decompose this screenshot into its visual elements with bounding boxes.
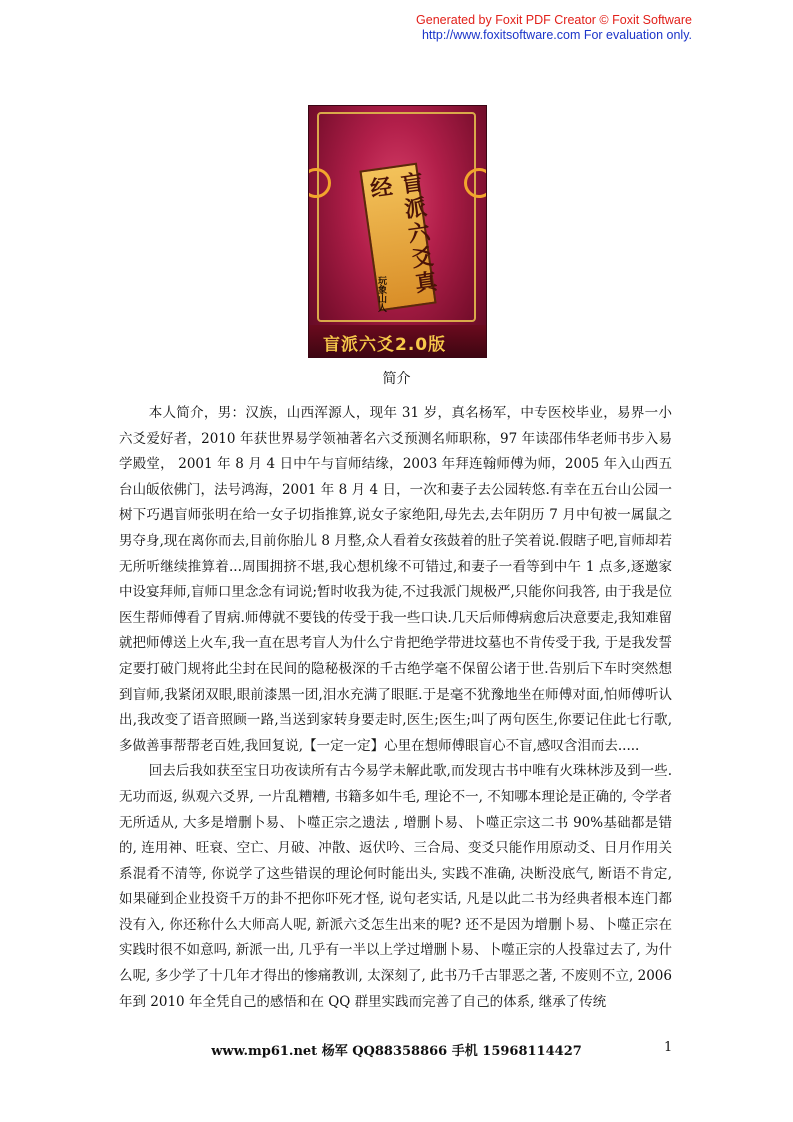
cover-author: 玩象山人 <box>376 276 386 312</box>
dharma-wheel-icon <box>464 168 486 198</box>
paragraph: 本人简介，男：汉族，山西浑源人，现年 31 岁，真名杨军，中专医校毕业，易界一小六爻爱好者，2010 年获世界易学领袖著名六爻预测名师职称，97 年读邵伟华老师书步入易学殿堂， 2001 年 8 月 4 日中午与盲师结缘，2003 年拜连翰师傅为师，2005 年入山西五台山皈依佛门，法号鸿海，2001 年 8 月 4 日，一次和妻子去公园转悠.有幸在五台山公园一树下巧遇盲师张明在给一女子切指推算,说女子家绝阳,母先去,去年阴历 7 月中旬被一属鼠之男夺身,现在离你而去,目前你胎儿 8 月整,众人看着女孩鼓着的肚子笑着说.假瞎子吧,盲师却若无所听继续推算着...周围拥挤不堪,我心想机缘不可错过,和妻子一看等到中午 1 点多,逐邀家中设宴拜师,盲师口里念念有词说;暂时收我为徒,不过我派门规极严,只能你问我答, 由于我是位医生帮师傅看了胃病.师傅就不要钱的传受于我一些口诀.几天后师傅病愈后决意要走,我知难留就把师傅送上火车,我一直在思考盲人为什么宁肯把绝学带进坟墓也不肯传受于我, 于是我发誓定要打破门规将此尘封在民间的隐秘极深的千古绝学毫不保留公诸于世.告别后下车时突然想到盲师,我紧闭双眼,眼前漆黑一团,泪水充满了眼眶.于是毫不犹豫地坐在师傅对面,怕师傅听认出,我改变了语音照顾一路,当送到家转身要走时,医生;医生;叫了两句医生,你要记住此七行歌, 多做善事帮帮老百姓,我回复说,【一定一定】心里在想师傅眼盲心不盲,感叹含泪而去..... <box>119 405 672 754</box>
watermark-line-1: Generated by Foxit PDF Creator © Foxit Software <box>416 13 692 27</box>
cover-title: 盲派六爻真经 <box>365 170 439 298</box>
document-body <box>119 401 672 1015</box>
cover-band <box>309 325 486 357</box>
page-footer: www.mp61.net 杨军 QQ88358866 手机 15968114427 <box>211 1044 582 1059</box>
foxit-watermark <box>416 13 692 43</box>
book-cover-image <box>309 106 486 357</box>
page-number: 1 <box>664 1040 673 1055</box>
watermark-line-2: http://www.foxitsoftware.com For evaluation only. <box>421 28 692 42</box>
paragraph: 回去后我如获至宝日功夜读所有古今易学未解此歌,而发现古书中唯有火珠林涉及到一些. 无功而返, 纵观六爻界, 一片乱糟糟, 书籍多如牛毛, 理论不一, 不知哪本理论是正确的, 令学者无所适从, 大多是增删卜易、卜噬正宗之遗法 , 增删卜易、卜噬正宗这二书 90%基础都是错的, 连用神、旺衰、空亡、月破、冲散、返伏吟、三合局、变爻只能作用原动爻、日月作用关系混肴不清等, 你说学了这些错误的理论何时能出头, 实践不准确, 决断没底气, 断语不肯定, 如果碰到企业投资千万的卦不把你吓死才怪, 说句老实话, 凡是以此二书为经典者根本连门都没有入, 你还称什么大师高人呢, 新派六爻怎生出来的呢? 还不是因为增删卜易、卜噬正宗在实践时很不如意吗, 新派一出, 几乎有一半以上学过增删卜易、卜噬正宗的人投靠过去了, 为什么呢, 多少学了十几年才得出的惨痛教训, 太深刻了, 此书乃千古罪恶之著, 不废则不立, 2006 年到 2010 年全凭自己的感悟和在 QQ 群里实践而完善了自己的体系, 继承了传统 <box>119 763 672 1010</box>
section-heading: 简介 <box>382 371 411 387</box>
cover-band-text: 盲派六爻2.0版 <box>323 335 447 355</box>
